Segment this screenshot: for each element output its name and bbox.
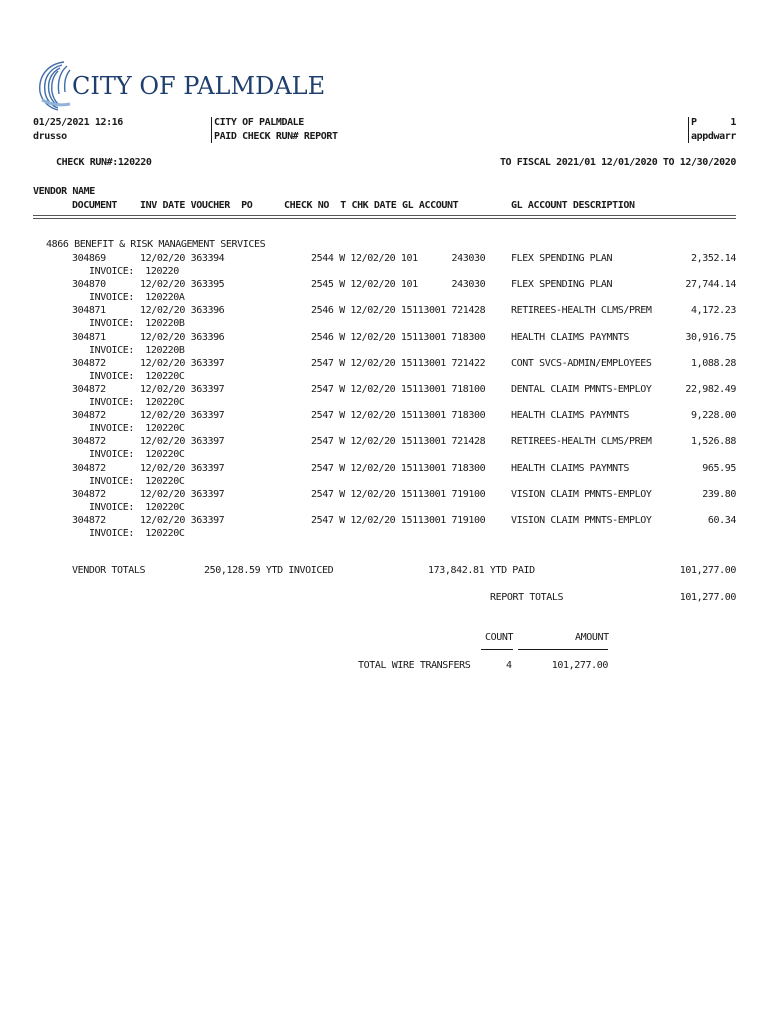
row-gl-description: FLEX SPENDING PLAN	[511, 279, 613, 290]
row-gl-description: VISION CLAIM PMNTS-EMPLOY	[511, 515, 652, 526]
row-inv-voucher: 12/02/20 363395	[140, 279, 225, 290]
amount-underline	[518, 649, 608, 650]
row-document: 304869	[72, 253, 106, 264]
amount-header: AMOUNT	[575, 632, 609, 643]
logo-wordmark: CITY OF PALMDALE	[72, 72, 326, 100]
header-divider-right	[688, 117, 689, 143]
ytd-paid: 173,842.81 YTD PAID	[428, 565, 535, 576]
row-inv-voucher: 12/02/20 363396	[140, 305, 225, 316]
row-check-gl: 2544 W 12/02/20 101 243030	[311, 253, 486, 264]
row-amount: 1,526.88	[691, 436, 736, 447]
row-invoice: INVOICE: 120220C	[89, 423, 185, 434]
row-invoice: INVOICE: 120220	[89, 266, 179, 277]
fiscal-range: TO FISCAL 2021/01 12/01/2020 TO 12/30/2020	[499, 157, 736, 168]
col-vendor-name: VENDOR NAME	[33, 186, 95, 197]
row-gl-description: RETIREES-HEALTH CLMS/PREM	[511, 436, 652, 447]
row-inv-voucher: 12/02/20 363397	[140, 436, 225, 447]
row-invoice: INVOICE: 120220C	[89, 371, 185, 382]
row-amount: 30,916.75	[685, 332, 736, 343]
row-inv-voucher: 12/02/20 363394	[140, 253, 225, 264]
count-underline	[481, 649, 513, 650]
row-document: 304870	[72, 279, 106, 290]
ytd-invoiced: 250,128.59 YTD INVOICED	[204, 565, 334, 576]
row-invoice: INVOICE: 120220B	[89, 345, 185, 356]
row-amount: 60.34	[707, 515, 736, 526]
row-gl-description: DENTAL CLAIM PMNTS-EMPLOY	[511, 384, 652, 395]
row-document: 304872	[72, 384, 106, 395]
col-check-info: CHECK NO T CHK DATE GL ACCOUNT	[284, 200, 459, 211]
row-inv-voucher: 12/02/20 363397	[140, 358, 225, 369]
row-document: 304871	[72, 305, 106, 316]
row-gl-description: HEALTH CLAIMS PAYMNTS	[511, 463, 630, 474]
row-check-gl: 2547 W 12/02/20 15113001 718100	[311, 384, 486, 395]
row-check-gl: 2547 W 12/02/20 15113001 718300	[311, 463, 486, 474]
row-amount: 4,172.23	[691, 305, 736, 316]
row-document: 304872	[72, 436, 106, 447]
row-document: 304872	[72, 515, 106, 526]
wire-transfers-amount: 101,277.00	[551, 660, 608, 671]
report-totals-label: REPORT TOTALS	[490, 592, 564, 603]
row-check-gl: 2547 W 12/02/20 15113001 721422	[311, 358, 486, 369]
vendor-totals-label: VENDOR TOTALS	[72, 565, 146, 576]
row-document: 304872	[72, 358, 106, 369]
row-check-gl: 2545 W 12/02/20 101 243030	[311, 279, 486, 290]
row-check-gl: 2547 W 12/02/20 15113001 719100	[311, 515, 486, 526]
row-inv-voucher: 12/02/20 363397	[140, 384, 225, 395]
row-gl-description: FLEX SPENDING PLAN	[511, 253, 613, 264]
count-header: COUNT	[485, 632, 514, 643]
check-run: CHECK RUN#:120220	[56, 157, 152, 168]
row-gl-description: VISION CLAIM PMNTS-EMPLOY	[511, 489, 652, 500]
row-document: 304872	[72, 463, 106, 474]
header-rule	[33, 215, 736, 216]
vendor-total-amount: 101,277.00	[679, 565, 736, 576]
row-gl-description: HEALTH CLAIMS PAYMNTS	[511, 410, 630, 421]
row-invoice: INVOICE: 120220C	[89, 397, 185, 408]
page-number: 1	[730, 117, 736, 128]
row-check-gl: 2546 W 12/02/20 15113001 721428	[311, 305, 486, 316]
row-inv-voucher: 12/02/20 363397	[140, 515, 225, 526]
row-check-gl: 2546 W 12/02/20 15113001 718300	[311, 332, 486, 343]
header-divider-left	[211, 117, 212, 143]
row-invoice: INVOICE: 120220C	[89, 476, 185, 487]
header-org: CITY OF PALMDALE	[214, 117, 304, 128]
header-rule-2	[33, 218, 736, 219]
row-amount: 27,744.14	[685, 279, 736, 290]
row-invoice: INVOICE: 120220C	[89, 502, 185, 513]
row-inv-voucher: 12/02/20 363397	[140, 410, 225, 421]
row-inv-voucher: 12/02/20 363396	[140, 332, 225, 343]
row-check-gl: 2547 W 12/02/20 15113001 721428	[311, 436, 486, 447]
col-gl-description: GL ACCOUNT DESCRIPTION	[511, 200, 635, 211]
report-user: drusso	[33, 131, 67, 142]
report-title: PAID CHECK RUN# REPORT	[214, 131, 338, 142]
program-id: appdwarr	[691, 131, 736, 142]
page-label: P	[691, 117, 697, 128]
row-invoice: INVOICE: 120220C	[89, 528, 185, 539]
row-amount: 9,228.00	[691, 410, 736, 421]
row-document: 304872	[72, 489, 106, 500]
row-document: 304871	[72, 332, 106, 343]
row-inv-voucher: 12/02/20 363397	[140, 489, 225, 500]
col-inv-date-voucher-po: INV DATE VOUCHER PO	[140, 200, 253, 211]
row-invoice: INVOICE: 120220C	[89, 449, 185, 460]
row-amount: 239.80	[702, 489, 736, 500]
row-document: 304872	[72, 410, 106, 421]
col-document: DOCUMENT	[72, 200, 117, 211]
row-gl-description: RETIREES-HEALTH CLMS/PREM	[511, 305, 652, 316]
row-check-gl: 2547 W 12/02/20 15113001 718300	[311, 410, 486, 421]
row-invoice: INVOICE: 120220B	[89, 318, 185, 329]
row-check-gl: 2547 W 12/02/20 15113001 719100	[311, 489, 486, 500]
row-gl-description: CONT SVCS-ADMIN/EMPLOYEES	[511, 358, 652, 369]
row-amount: 2,352.14	[691, 253, 736, 264]
wire-transfers-count: 4	[506, 660, 512, 671]
row-invoice: INVOICE: 120220A	[89, 292, 185, 303]
row-amount: 965.95	[702, 463, 736, 474]
report-datetime: 01/25/2021 12:16	[33, 117, 123, 128]
wire-transfers-label: TOTAL WIRE TRANSFERS	[358, 660, 471, 671]
row-amount: 22,982.49	[685, 384, 736, 395]
vendor-line: 4866 BENEFIT & RISK MANAGEMENT SERVICES	[46, 239, 266, 250]
row-amount: 1,088.28	[691, 358, 736, 369]
row-inv-voucher: 12/02/20 363397	[140, 463, 225, 474]
row-gl-description: HEALTH CLAIMS PAYMNTS	[511, 332, 630, 343]
report-total-amount: 101,277.00	[679, 592, 736, 603]
